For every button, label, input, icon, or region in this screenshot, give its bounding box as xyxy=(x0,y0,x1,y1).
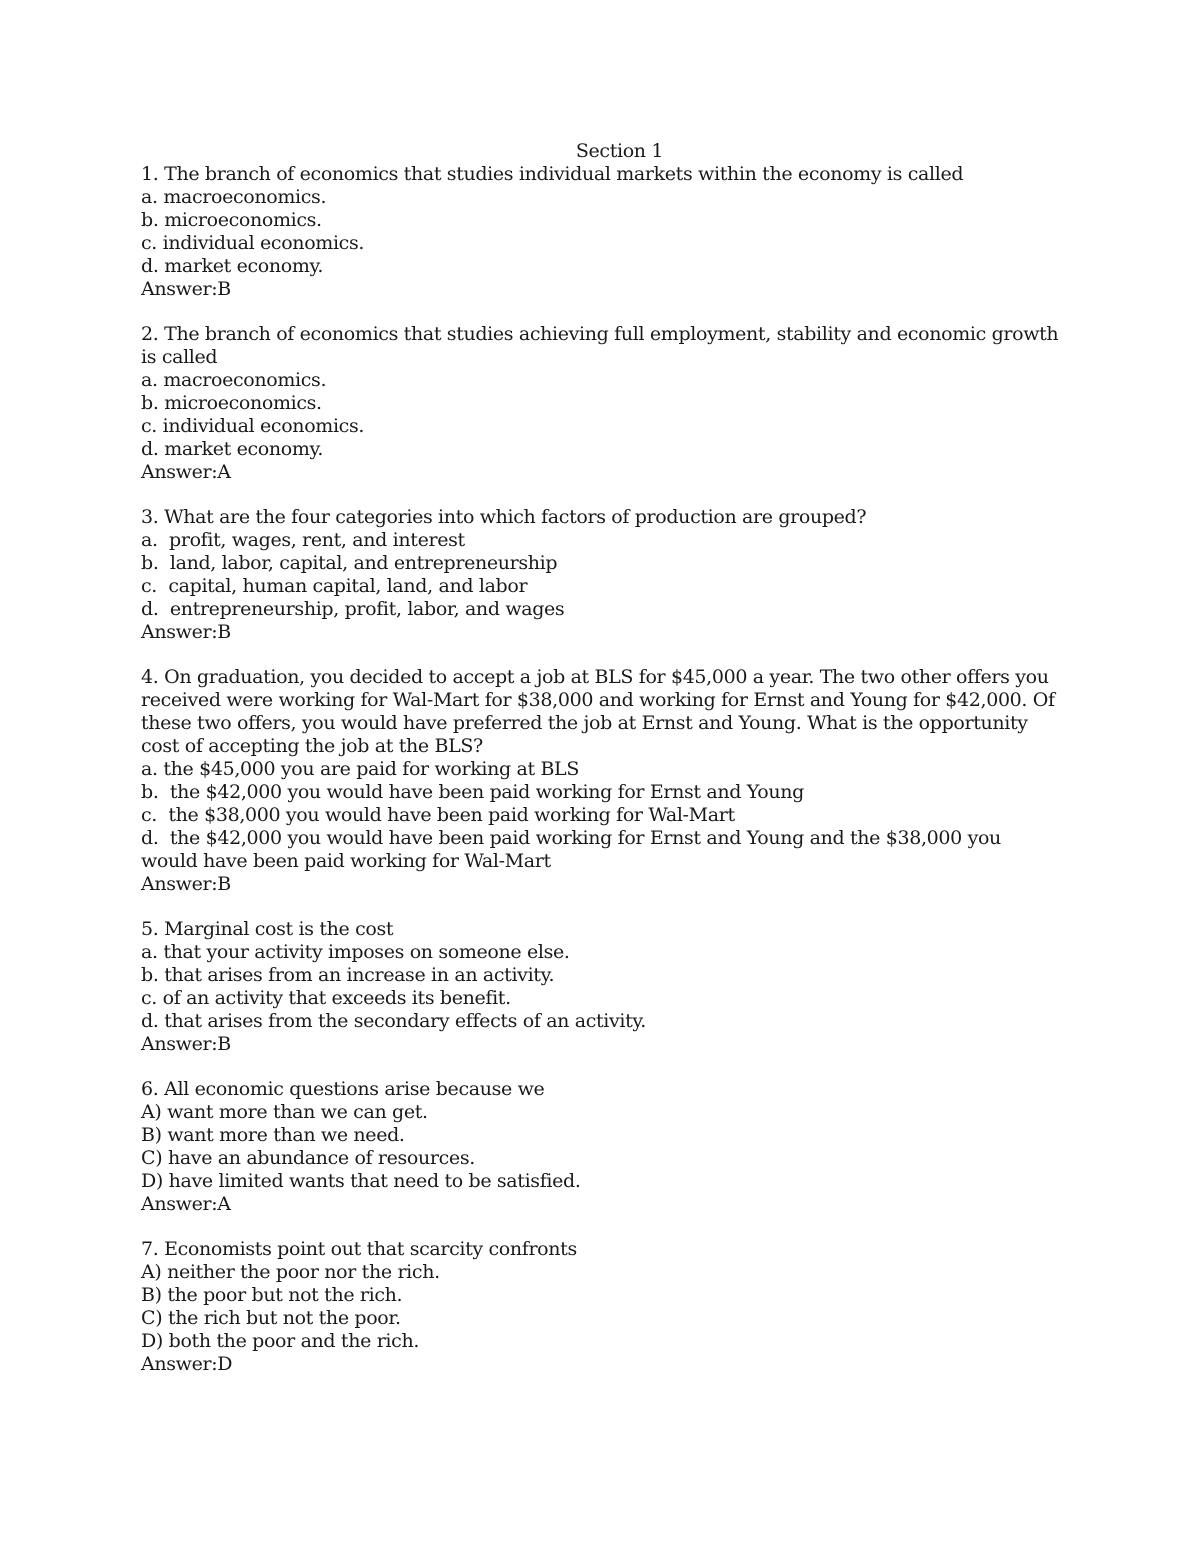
question-stem: 4. On graduation, you decided to accept a job at BLS for $45,000 a year. The two other offers you received were working for Wal-Mart for $38,000 and working for Ernst and Young for $42,000. Of these two offers, you would have preferred the job at Ernst and Young. What is the opportunity cost of accepting the job at the BLS? xyxy=(141,666,1055,757)
option-c: c. the $38,000 you would have been paid working for Wal-Mart xyxy=(141,804,735,826)
option-a: a. the $45,000 you are paid for working at BLS xyxy=(141,758,579,780)
option-b: B) want more than we need. xyxy=(141,1124,405,1146)
option-a: a. macroeconomics. xyxy=(141,186,327,208)
answer-key: Answer:B xyxy=(141,621,231,643)
option-c: c. capital, human capital, land, and labor xyxy=(141,575,528,597)
option-d: d. market economy. xyxy=(141,255,324,277)
answer-key: Answer:D xyxy=(141,1353,233,1375)
question-stem: 3. What are the four categories into which factors of production are grouped? xyxy=(141,506,867,528)
question-3 xyxy=(141,506,1060,644)
answer-key: Answer:A xyxy=(141,1193,231,1215)
answer-key: Answer:B xyxy=(141,278,231,300)
option-a: A) neither the poor nor the rich. xyxy=(141,1261,440,1283)
option-a: a. profit, wages, rent, and interest xyxy=(141,529,465,551)
answer-key: Answer:A xyxy=(141,461,231,483)
question-2 xyxy=(141,323,1060,484)
option-b: b. microeconomics. xyxy=(141,209,322,231)
option-a: a. macroeconomics. xyxy=(141,369,327,391)
option-a: a. that your activity imposes on someone else. xyxy=(141,941,570,963)
question-stem: 1. The branch of economics that studies individual markets within the economy is called xyxy=(141,163,964,185)
option-b: b. land, labor, capital, and entrepreneurship xyxy=(141,552,558,574)
option-c: C) the rich but not the poor. xyxy=(141,1307,401,1329)
option-c: c. of an activity that exceeds its benefit. xyxy=(141,987,511,1009)
option-d: D) have limited wants that need to be satisfied. xyxy=(141,1170,581,1192)
question-stem: 7. Economists point out that scarcity confronts xyxy=(141,1238,577,1260)
question-1 xyxy=(141,163,1060,301)
question-7 xyxy=(141,1238,1060,1376)
option-b: b. microeconomics. xyxy=(141,392,322,414)
option-d: d. the $42,000 you would have been paid working for Ernst and Young and the $38,000 you would have been paid working for Wal-Mart xyxy=(141,827,1001,872)
option-d: d. market economy. xyxy=(141,438,324,460)
option-c: c. individual economics. xyxy=(141,232,365,254)
option-d: D) both the poor and the rich. xyxy=(141,1330,420,1352)
option-b: B) the poor but not the rich. xyxy=(141,1284,403,1306)
answer-key: Answer:B xyxy=(141,873,231,895)
option-b: b. the $42,000 you would have been paid working for Ernst and Young xyxy=(141,781,804,803)
question-stem: 6. All economic questions arise because we xyxy=(141,1078,545,1100)
option-c: c. individual economics. xyxy=(141,415,365,437)
answer-key: Answer:B xyxy=(141,1033,231,1055)
section-title: Section 1 xyxy=(575,140,664,162)
option-d: d. entrepreneurship, profit, labor, and wages xyxy=(141,598,565,620)
question-4 xyxy=(141,666,1060,896)
option-d: d. that arises from the secondary effects of an activity. xyxy=(141,1010,646,1032)
option-c: C) have an abundance of resources. xyxy=(141,1147,475,1169)
question-5 xyxy=(141,918,1060,1056)
question-6 xyxy=(141,1078,1060,1216)
question-stem: 5. Marginal cost is the cost xyxy=(141,918,394,940)
question-stem: 2. The branch of economics that studies achieving full employment, stability and economic growth is called xyxy=(141,323,1059,368)
option-b: b. that arises from an increase in an activity. xyxy=(141,964,555,986)
option-a: A) want more than we can get. xyxy=(141,1101,428,1123)
